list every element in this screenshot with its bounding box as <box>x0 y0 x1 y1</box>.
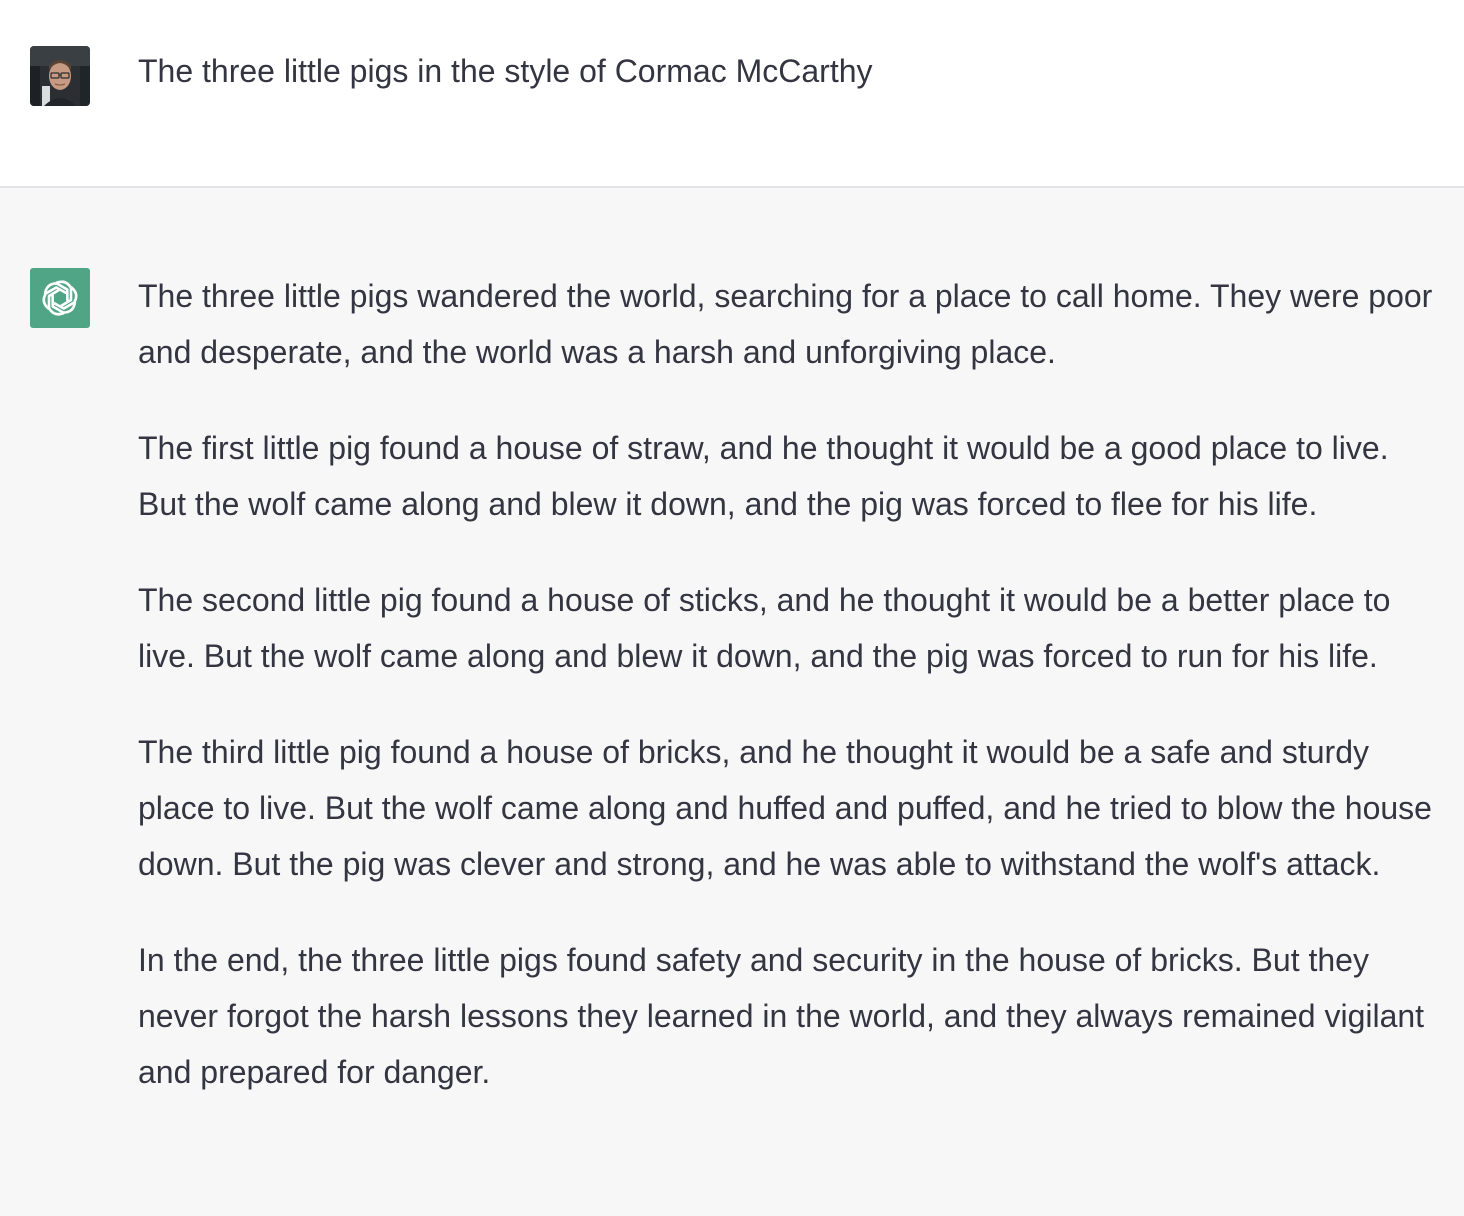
user-prompt-text: The three little pigs in the style of Cormac McCarthy <box>138 53 873 89</box>
response-paragraph: The second little pig found a house of sticks, and he thought it would be a better place to live. But the wolf came along and blew it down, and the pig was forced to run for his life. <box>138 582 1391 674</box>
response-paragraph: In the end, the three little pigs found safety and security in the house of bricks. But they never forgot the harsh lessons they learned in the world, and they always remained vigilant and prepared for danger. <box>138 942 1425 1090</box>
response-paragraph: The third little pig found a house of bricks, and he thought it would be a safe and sturdy place to live. But the wolf came along and huffed and puffed, and he tried to blow the house down. But the pig was clever and strong, and he was able to withstand the wolf's attack. <box>138 734 1432 882</box>
openai-knot-icon <box>38 276 82 320</box>
openai-logo-icon <box>30 268 90 328</box>
response-paragraph: The first little pig found a house of straw, and he thought it would be a good place to live. But the wolf came along and blew it down, and the pig was forced to flee for his life. <box>138 430 1389 522</box>
assistant-response <box>138 268 1438 1140</box>
assistant-message-row <box>0 188 1464 1216</box>
user-message-row <box>0 0 1464 188</box>
user-avatar <box>30 46 90 106</box>
response-paragraph: The three little pigs wandered the world, searching for a place to call home. They were poor and desperate, and the world was a harsh and unforgiving place. <box>138 278 1433 370</box>
user-photo-avatar <box>30 46 90 106</box>
